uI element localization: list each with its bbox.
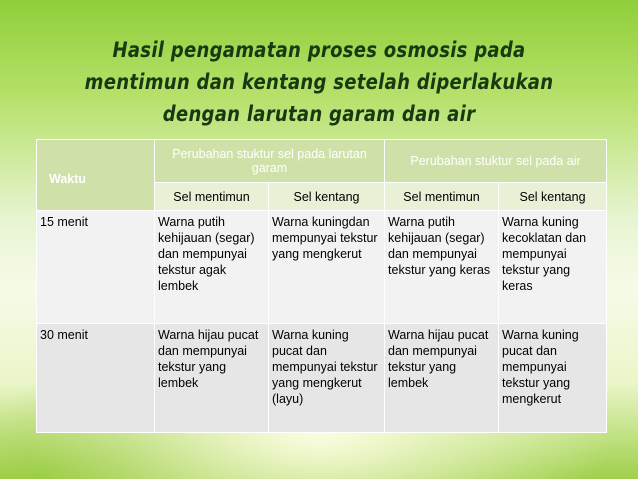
table-cell: Warna kuning kecoklatan dan mempunyai tekstur yang keras	[499, 211, 607, 324]
row-time-label: 30 menit	[37, 324, 155, 433]
table-cell: Warna kuningdan mempunyai tekstur yang mengkerut	[269, 211, 385, 324]
results-table	[36, 139, 607, 433]
subheader-air-kentang: Sel kentang	[499, 183, 607, 211]
table-cell: Warna kuning pucat dan mempunyai tekstur yang mengkerut (layu)	[269, 324, 385, 433]
subheader-garam-kentang: Sel kentang	[269, 183, 385, 211]
table-row	[37, 324, 607, 433]
table-cell: Warna hijau pucat dan mempunyai tekstur yang lembek	[155, 324, 269, 433]
table-row	[37, 211, 607, 324]
table-header-row	[37, 140, 607, 183]
header-waktu: Waktu	[37, 140, 155, 211]
header-larutan-garam: Perubahan stuktur sel pada larutan garam	[155, 140, 385, 183]
row-time-label: 15 menit	[37, 211, 155, 324]
slide-title: Hasil pengamatan proses osmosis pada mentimun dan kentang setelah diperlakukan dengan larutan garam dan air	[84, 38, 554, 126]
table-cell: Warna putih kehijauan (segar) dan mempunyai tekstur yang keras	[385, 211, 499, 324]
subheader-air-mentimun: Sel mentimun	[385, 183, 499, 211]
header-air: Perubahan stuktur sel pada air	[385, 140, 607, 183]
subheader-garam-mentimun: Sel mentimun	[155, 183, 269, 211]
table-cell: Warna hijau pucat dan mempunyai tekstur yang lembek	[385, 324, 499, 433]
table-cell: Warna putih kehijauan (segar) dan mempunyai tekstur agak lembek	[155, 211, 269, 324]
table-cell: Warna kuning pucat dan mempunyai tekstur yang mengkerut	[499, 324, 607, 433]
